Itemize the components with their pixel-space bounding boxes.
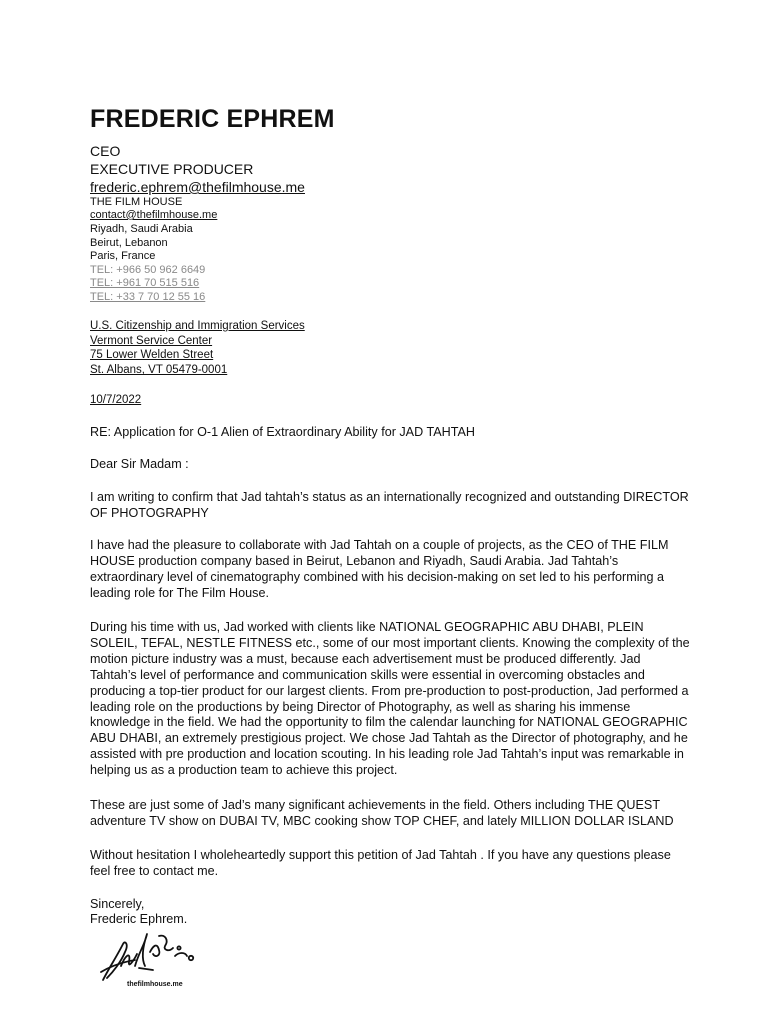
sender-title-producer: EXECUTIVE PRODUCER bbox=[90, 161, 254, 177]
valediction: Sincerely, bbox=[90, 897, 145, 911]
body-paragraph-2: I have had the pleasure to collaborate with Jad Tahtah on a couple of projects, as the CEO of THE FILM HOUSE production company based in Beirut, Lebanon and Riyadh, Saudi Arabia. Jad Tahtah’s extraordinary level of cinematography combined with his decision-making on set led to his performing a leading role for The Film House. bbox=[90, 538, 669, 600]
sender-title-ceo: CEO bbox=[90, 143, 121, 159]
phone-lebanon-link[interactable]: TEL: +961 70 515 516 bbox=[90, 277, 200, 289]
recipient-agency: U.S. Citizenship and Immigration Services bbox=[90, 320, 305, 332]
letter-date: 10/7/2022 bbox=[90, 394, 142, 406]
recipient-center: Vermont Service Center bbox=[90, 335, 213, 347]
signature-image bbox=[95, 922, 210, 992]
body-paragraph-4: These are just some of Jad’s many significant achievements in the field. Others including THE QUEST adventure TV show on DUBAI TV, MBC cooking show TOP CHEF, and lately MILLION DOLLAR ISLAND bbox=[90, 798, 674, 828]
location-riyadh: Riyadh, Saudi Arabia bbox=[90, 223, 193, 235]
signature-stamp-text: thefilmhouse.me bbox=[127, 981, 183, 988]
location-beirut: Beirut, Lebanon bbox=[90, 237, 168, 249]
sender-name: FREDERIC EPHREM bbox=[90, 105, 335, 133]
company-name: THE FILM HOUSE bbox=[90, 196, 183, 208]
phone-saudi: TEL: +966 50 962 6649 bbox=[90, 264, 206, 276]
phone-france-link[interactable]: TEL: +33 7 70 12 55 16 bbox=[90, 291, 206, 303]
location-paris: Paris, France bbox=[90, 250, 156, 262]
body-paragraph-1: I am writing to confirm that Jad tahtah’s status as an internationally recognized and outstanding DIRECTOR OF PHOTOGRAPHY bbox=[90, 490, 689, 520]
company-email-link[interactable]: contact@thefilmhouse.me bbox=[90, 209, 218, 221]
recipient-street: 75 Lower Welden Street bbox=[90, 349, 214, 361]
body-paragraph-3: During his time with us, Jad worked with clients like NATIONAL GEOGRAPHIC ABU DHABI, PLEIN SOLEIL, TEFAL, NESTLE FITNESS etc., some of our most important clients. Knowing the complexity of the motion picture industry was a must, because each advertisement must be produced differently. Jad Tahtah’s level of performance and communication skills were essential in overcoming obstacles and producing a top-tier product for our largest clients. From pre-production to post-production, Jad performed a leading role on the productions by being Director of Photography, as well as sharing his immense knowledge in the field. We had the opportunity to film the calendar launching for NATIONAL GEOGRAPHIC ABU DHABI, an extremely prestigious project. We chose Jad Tahtah as the Director of photography, and he assisted with pre production and location scouting. In his leading role Jad Tahtah’s input was remarkable in helping us as a production team to achieve this project. bbox=[90, 620, 690, 778]
salutation: Dear Sir Madam : bbox=[90, 457, 189, 471]
body-paragraph-5: Without hesitation I wholeheartedly support this petition of Jad Tahtah . If you have any questions please feel free to contact me. bbox=[90, 848, 671, 878]
signer-name: Frederic Ephrem. bbox=[90, 912, 188, 926]
subject-line: RE: Application for O-1 Alien of Extraordinary Ability for JAD TAHTAH bbox=[90, 425, 475, 439]
recipient-city: St. Albans, VT 05479-0001 bbox=[90, 364, 228, 376]
sender-email-link[interactable]: frederic.ephrem@thefilmhouse.me bbox=[90, 179, 305, 195]
